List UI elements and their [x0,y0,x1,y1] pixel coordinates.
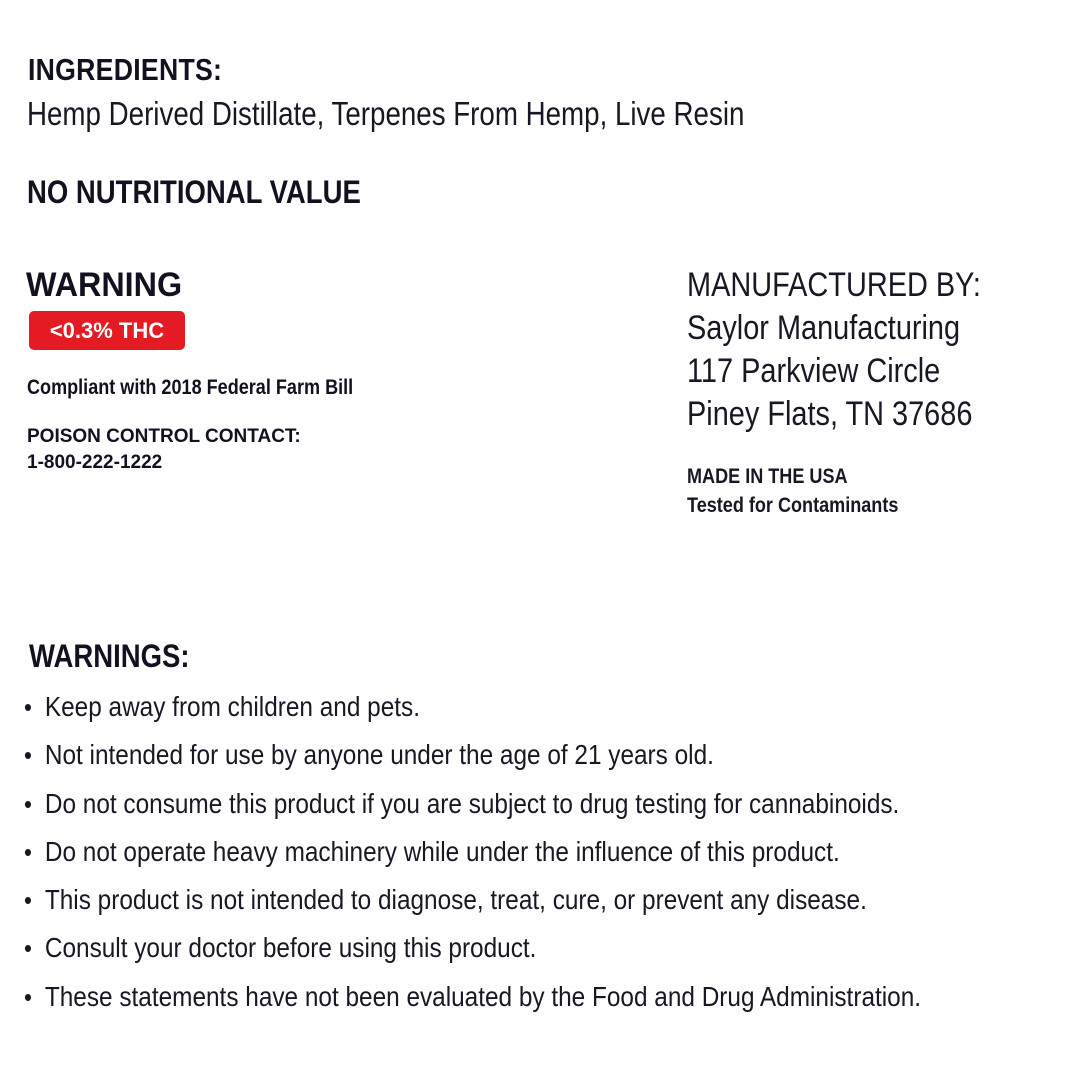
warning-item-text: Consult your doctor before using this product. [44,932,537,964]
bullet-icon: • [24,740,32,771]
warning-item-text: Keep away from children and pets. [44,691,420,722]
ingredients-list: Hemp Derived Distillate, Terpenes From Hemp, Live Resin [27,95,745,132]
warnings-list [24,688,1055,1026]
warning-item-text: Do not consume this product if you are subject to drug testing for cannabinoids. [44,787,900,819]
poison-control-phone: 1-800-222-1222 [27,452,163,473]
bullet-icon: • [24,933,32,964]
thc-badge: <0.3% THC [29,311,185,350]
manufacturer-name: Saylor Manufacturing [687,309,961,347]
tested-contaminants: Tested for Contaminants [687,494,899,517]
warnings-heading: WARNINGS: [29,638,190,674]
nutrition-label: NO NUTRITIONAL VALUE [27,174,361,210]
bullet-icon: • [24,788,32,819]
bullet-icon: • [24,692,32,722]
manufacturer-city: Piney Flats, TN 37686 [687,395,973,433]
warning-item [24,833,921,881]
warning-item [24,978,921,1026]
warning-item-text: This product is not intended to diagnose, treat, cure, or prevent any disease. [44,884,867,916]
made-in-usa: MADE IN THE USA [687,465,848,488]
poison-control-label: POISON CONTROL CONTACT: [27,426,301,447]
manufacturer-label: MANUFACTURED BY: [687,266,981,304]
warning-item [24,736,921,784]
manufacturer-block [687,264,981,436]
bullet-icon: • [24,836,32,867]
warning-item-text: These statements have not been evaluated by the Food and Drug Administration. [44,980,922,1012]
warning-item [24,785,921,833]
warning-heading: WARNING [26,266,183,304]
warning-item [24,929,921,977]
ingredients-heading: INGREDIENTS: [28,52,223,87]
manufacturer-street: 117 Parkview Circle [687,352,941,390]
warning-item-text: Do not operate heavy machinery while under the influence of this product. [44,835,840,867]
bullet-icon: • [24,885,32,916]
warning-item-text: Not intended for use by anyone under the age of 21 years old. [44,739,714,771]
warning-item [24,688,921,736]
warning-item [24,881,921,929]
bullet-icon: • [24,981,32,1012]
farm-bill-compliance: Compliant with 2018 Federal Farm Bill [27,376,354,399]
